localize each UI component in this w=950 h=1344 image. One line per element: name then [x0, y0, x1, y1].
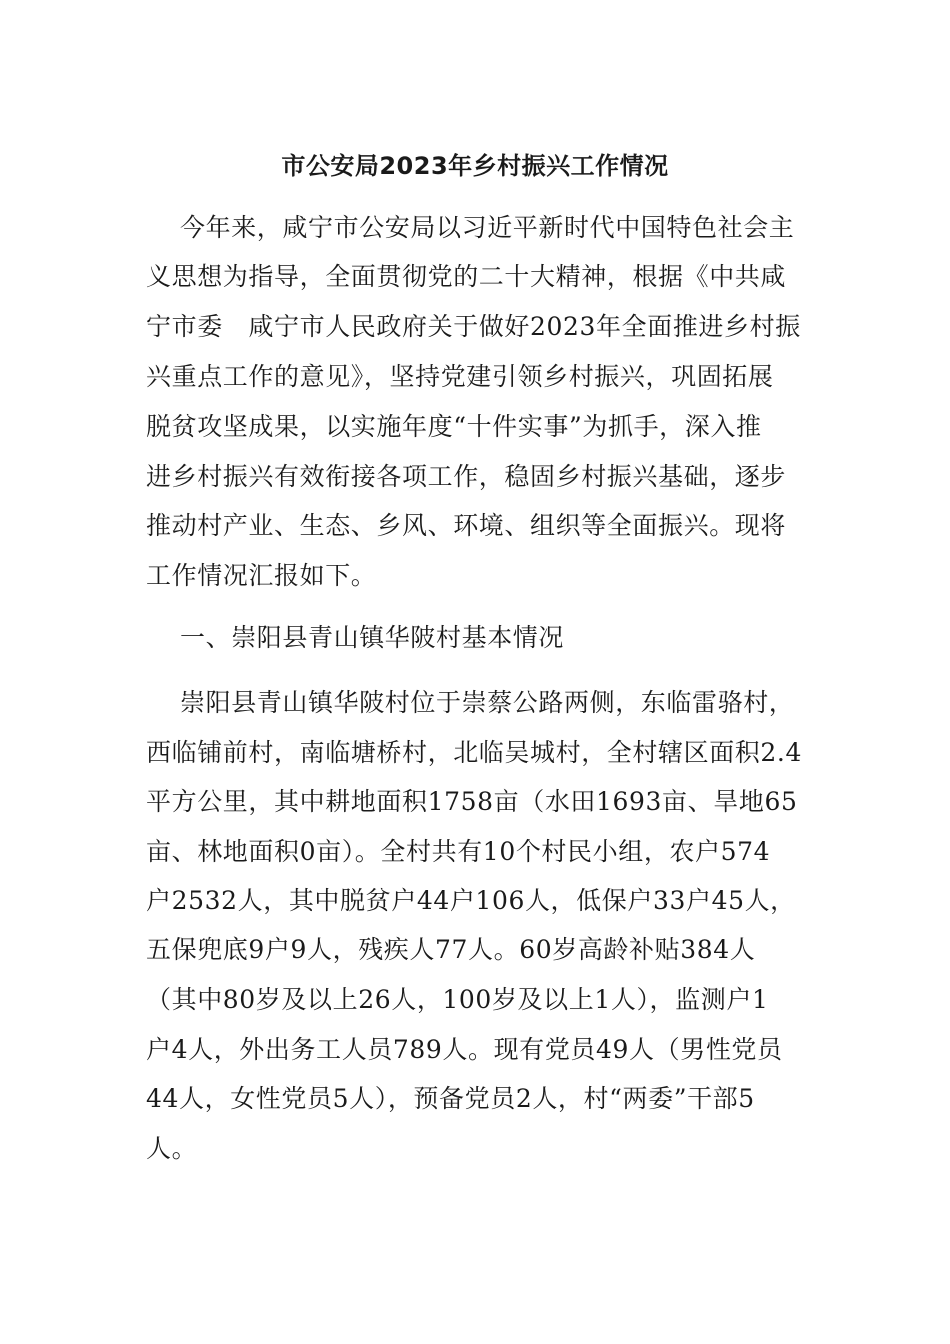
page-title: 市公安局2023年乡村振兴工作情况	[281, 152, 669, 180]
intro-line: 宁市委 咸宁市人民政府关于做好2023年全面推进乡村振	[146, 312, 801, 341]
section-line: 西临铺前村，南临塘桥村，北临吴城村，全村辖区面积2.4	[146, 738, 802, 767]
intro-line: 脱贫攻坚成果，以实施年度“十件实事”为抓手，深入推	[146, 412, 762, 441]
intro-line: 工作情况汇报如下。	[146, 561, 377, 590]
section-line: 崇阳县青山镇华陂村位于崇蔡公路两侧，东临雷骆村，	[180, 688, 795, 717]
intro-line: 进乡村振兴有效衔接各项工作，稳固乡村振兴基础，逐步	[146, 462, 787, 491]
intro-line: 兴重点工作的意见》，坚持党建引领乡村振兴，巩固拓展	[146, 362, 774, 391]
section-line: 户4人，外出务工人员789人。现有党员49人（男性党员	[146, 1035, 783, 1064]
section-line: （其中80岁及以上26人，100岁及以上1人），监测户1	[146, 985, 769, 1014]
section-line: 亩、林地面积0亩）。全村共有10个村民小组，农户574	[146, 837, 771, 866]
section-line: 五保兜底9户9人，残疾人77人。60岁高龄补贴384人	[146, 935, 756, 964]
intro-line: 今年来，咸宁市公安局以习近平新时代中国特色社会主	[180, 213, 795, 242]
section-heading: 一、崇阳县青山镇华陂村基本情况	[180, 623, 565, 652]
section-line: 户2532人，其中脱贫户44户106人，低保户33户45人，	[146, 886, 796, 915]
section-line: 人。	[146, 1134, 198, 1163]
section-line: 平方公里，其中耕地面积1758亩（水田1693亩、旱地65	[146, 787, 798, 816]
intro-line: 推动村产业、生态、乡风、环境、组织等全面振兴。现将	[146, 511, 787, 540]
intro-line: 义思想为指导，全面贯彻党的二十大精神，根据《中共咸	[146, 262, 787, 291]
section-line: 44人，女性党员5人），预备党员2人，村“两委”干部5	[146, 1084, 755, 1113]
